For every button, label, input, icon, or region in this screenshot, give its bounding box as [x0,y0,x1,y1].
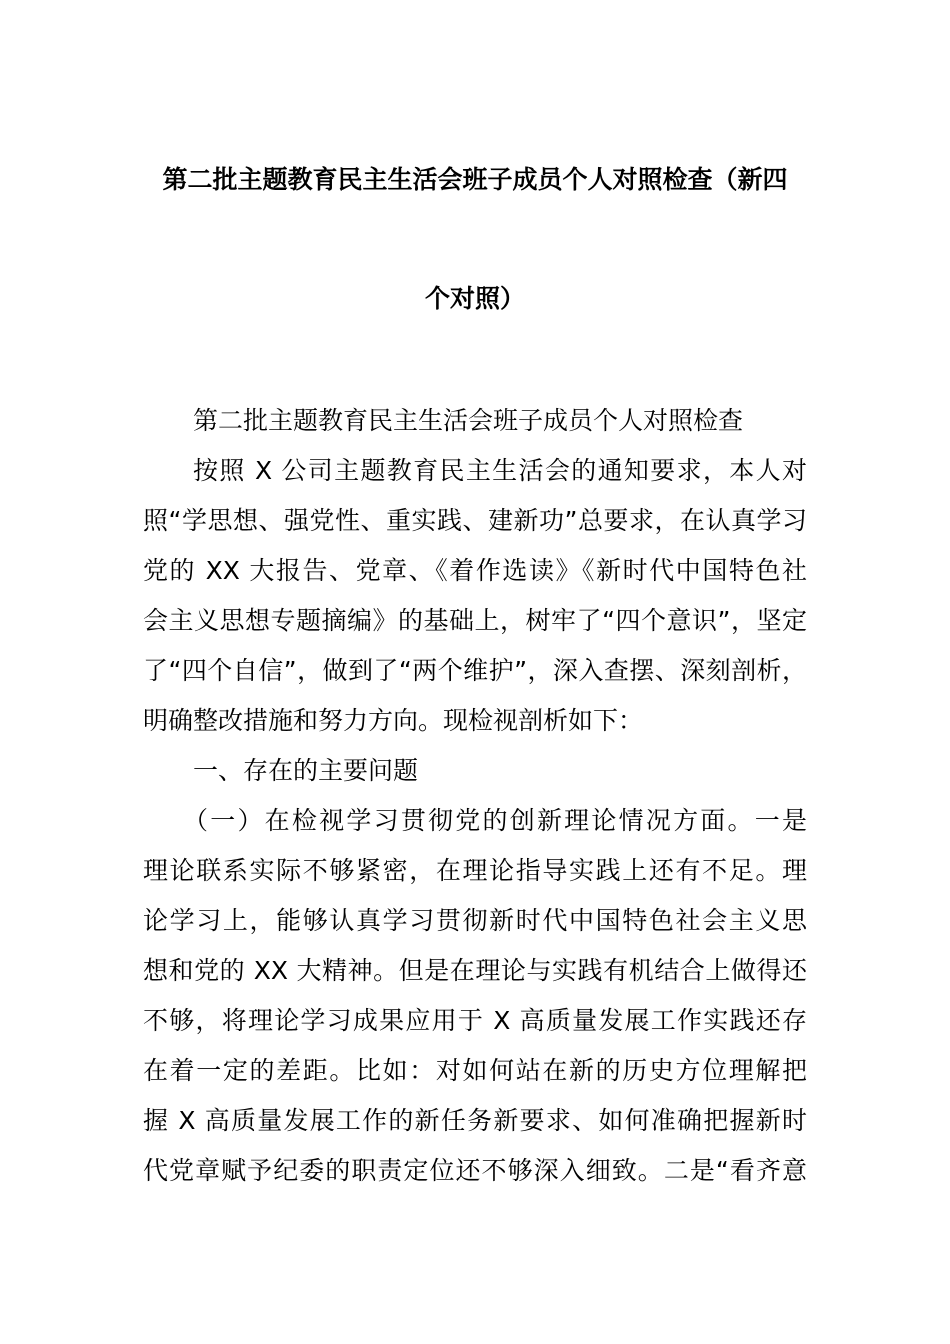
paragraph-line: 不够，将理论学习成果应用于 X 高质量发展工作实践还存 [143,1006,807,1035]
paragraph-line: 论学习上，能够认真学习贯彻新时代中国特色社会主义思 [143,906,807,935]
paragraph-line: 想和党的 XX 大精神。但是在理论与实践有机结合上做得还 [143,956,807,985]
paragraph-line: 在着一定的差距。比如：对如何站在新的历史方位理解把 [143,1056,807,1085]
paragraph-line: 代党章赋予纪委的职责定位还不够深入细致。二是“看齐意 [143,1156,807,1185]
section-heading: 一、存在的主要问题 [193,756,419,785]
document-title-line-1: 第二批主题教育民主生活会班子成员个人对照检查（新四 [162,165,788,194]
paragraph-line: （一）在检视学习贯彻党的创新理论情况方面。一是 [183,806,807,835]
paragraph-line: 理论联系实际不够紧密，在理论指导实践上还有不足。理 [143,856,807,885]
paragraph-line: 按照 X 公司主题教育民主生活会的通知要求，本人对 [193,456,807,485]
paragraph-line: 会主义思想专题摘编》的基础上，树牢了“四个意识”，坚定 [143,606,807,635]
subtitle-line: 第二批主题教育民主生活会班子成员个人对照检查 [193,406,744,435]
document-title-line-2: 个对照） [424,284,525,313]
paragraph-line: 党的 XX 大报告、党章、《着作选读》《新时代中国特色社 [143,556,807,585]
paragraph-line: 明确整改措施和努力方向。现检视剖析如下： [143,706,644,735]
paragraph-line: 握 X 高质量发展工作的新任务新要求、如何准确把握新时 [143,1106,807,1135]
document-body [143,396,807,1196]
paragraph-line: 了“四个自信”，做到了“两个维护”，深入查摆、深刻剖析， [143,656,807,685]
paragraph-line: 照“学思想、强党性、重实践、建新功”总要求，在认真学习 [143,506,807,535]
